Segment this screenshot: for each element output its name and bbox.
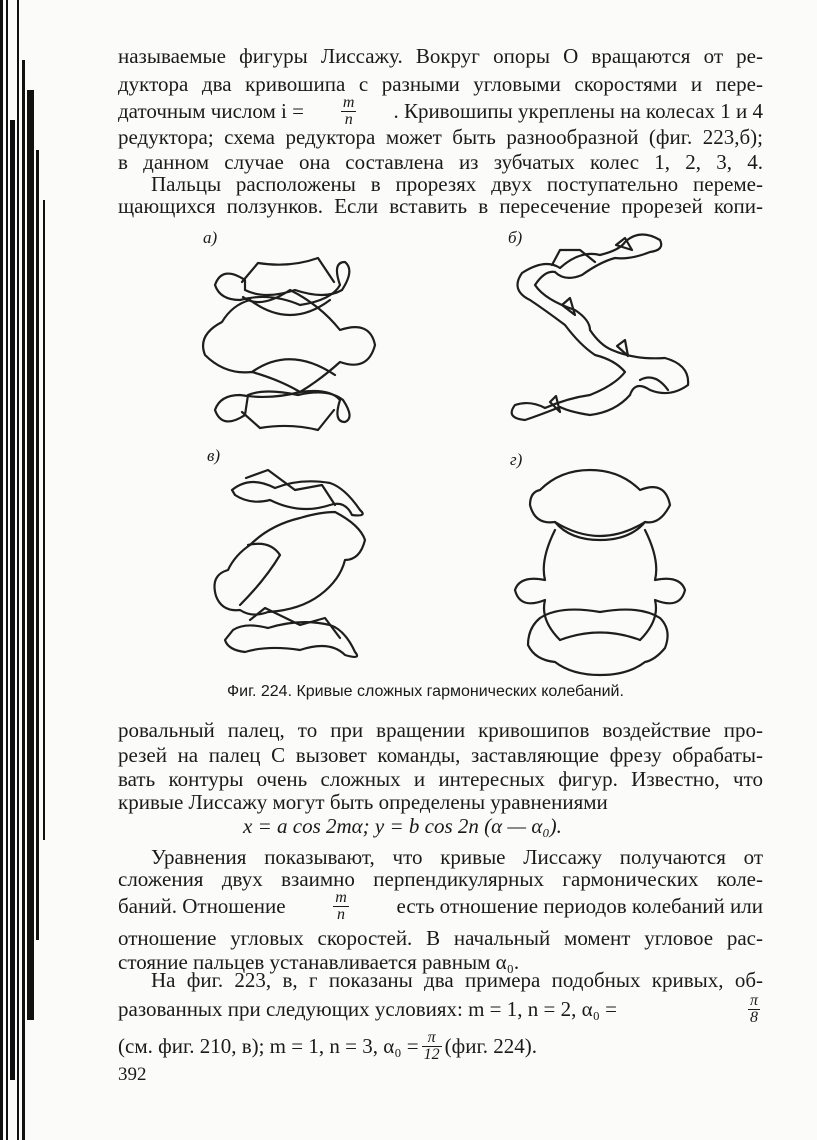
text-fragment: . Кривошипы укреплены на колесах 1 и 4 (393, 99, 763, 123)
lissajous-curve-a (215, 262, 349, 305)
lissajous-curve-g (528, 610, 668, 675)
equation: x = a cos 2mα; y = b cos 2n (α — α₀). (243, 814, 562, 838)
lissajous-curve-g (530, 470, 670, 540)
figure-label-a: а) (203, 228, 218, 247)
lissajous-curve-g (560, 633, 640, 641)
figure-label-g: г) (510, 450, 523, 469)
text-line: На фиг. 223, в, г показаны два примера подобных кривых, об- (151, 968, 763, 992)
lissajous-curve-v (225, 622, 357, 657)
text-fragment: даточным числом i = (118, 99, 304, 123)
lissajous-curve-v (240, 544, 280, 605)
text-line: в данном случае она составлена из зубчатых колес 1, 2, 3, 4. (118, 150, 763, 174)
fraction-denominator: 8 (749, 1009, 758, 1026)
text-line: щающихся ползунков. Если вставить в пересечение прорезей копи- (118, 194, 763, 218)
text-fragment: (см. фиг. 210, в); m = 1, n = 3, α₀ = (118, 1034, 419, 1058)
text-line: Пальцы расположены в прорезях двух поступательно переме- (151, 172, 763, 196)
text-line: дуктора два кривошипа с разными угловыми скоростями и пере- (118, 72, 763, 96)
lissajous-curve-v (215, 512, 366, 615)
lissajous-curve-b (640, 378, 668, 390)
text-line (118, 890, 763, 923)
text-line: вать контуры очень сложных и интересных фигур. Известно, что (118, 767, 763, 791)
figure-caption: Фиг. 224. Кривые сложных гармонических колебаний. (227, 683, 624, 700)
text-line (118, 993, 763, 1026)
lissajous-curve-g (515, 530, 560, 640)
figure-label-b: б) (508, 228, 523, 247)
fraction-pi-12 (422, 1030, 442, 1063)
text-line: сложения двух взаимно перпендикулярных гармонических коле- (118, 867, 763, 891)
text-fragment: разованных при следующих условиях: m = 1, n = 2, α₀ = (118, 997, 618, 1021)
text-line: стояние пальцев устанавливается равным α₀. (118, 950, 520, 974)
lissajous-curve-v (246, 470, 335, 505)
text-fragment: есть отношение периодов колебаний или (396, 894, 763, 918)
lissajous-curve-a (203, 290, 375, 392)
lissajous-curve-b (512, 234, 688, 420)
text-line: называемые фигуры Лиссажу. Вокруг опоры О вращаются от ре- (118, 44, 763, 68)
lissajous-curve-b (562, 298, 575, 315)
text-line: отношение угловых скоростей. В начальный момент угловое рас- (118, 926, 763, 950)
text-fragment: баний. Отношение (118, 894, 286, 918)
fraction-numerator: m (342, 94, 355, 111)
lissajous-curve-a (242, 410, 334, 430)
text-line: ровальный палец, то при вращении кривошипов воздействие про- (118, 718, 763, 742)
text-line: редуктора; схема редуктора может быть разнообразной (фиг. 223,б); (118, 125, 763, 149)
fraction-denominator: n (337, 906, 346, 923)
figure-label-v: в) (207, 446, 221, 465)
text-line: Уравнения показывают, что кривые Лиссажу получаются от (151, 845, 763, 869)
fraction-numerator: m (335, 889, 347, 906)
text-line: резей на палец С вызовет команды, заставляющие фрезу обрабаты- (118, 743, 763, 767)
fraction-pi-8 (748, 993, 760, 1026)
fraction-denominator: n (344, 111, 353, 128)
fraction-numerator: π (422, 1030, 442, 1047)
fraction-numerator: π (749, 992, 758, 1009)
fraction-denominator: 12 (423, 1046, 440, 1063)
text-line: кривые Лиссажу могут быть определены уравнениями (118, 790, 608, 814)
fraction-m-n (333, 890, 349, 923)
text-line (118, 1030, 763, 1063)
lissajous-curve-g (640, 530, 685, 640)
lissajous-curve-a (242, 258, 334, 282)
text-fragment: (фиг. 224). (444, 1034, 537, 1058)
lissajous-curve-v (232, 481, 363, 515)
lissajous-curve-a (252, 359, 335, 375)
page-number: 392 (118, 1064, 147, 1085)
